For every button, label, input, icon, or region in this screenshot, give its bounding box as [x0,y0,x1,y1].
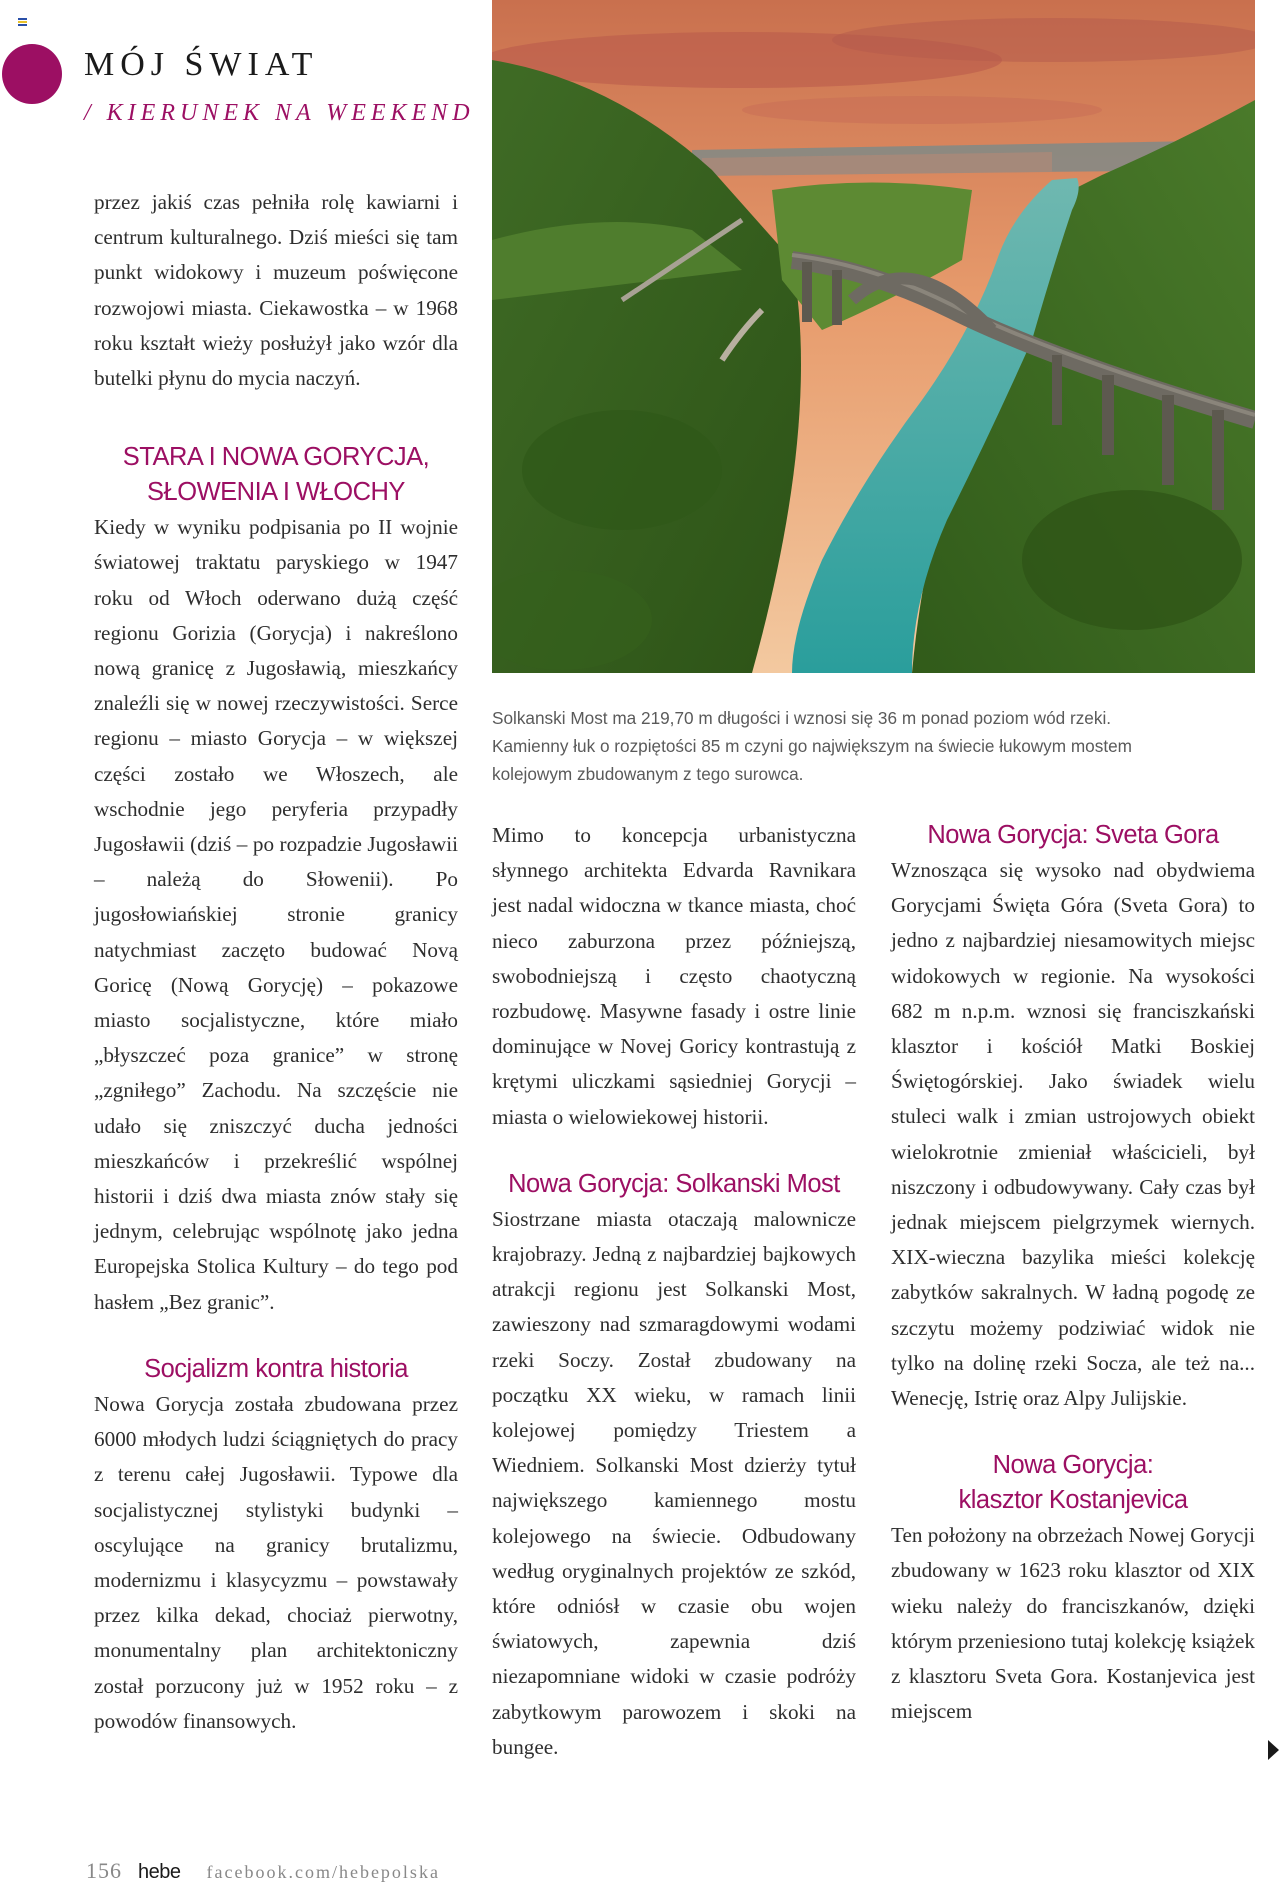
paragraph-solkanski-most: Siostrzane miasta otaczają malownicze krajobrazy. Jedną z najbardziej bajkowych atrakcji regionu jest Solkanski Most, zawieszony nad szmaragdowymi wodami rzeki Soczy. Został zbudowany na początku XX wieku, w ramach linii kolejowej pomiędzy Triestem a Wiedniem. Solkanski Most dzierży tytuł największego kamiennego mostu kolejowego na świecie. Odbudowany według oryginalnych projektów ze szkód, które odniósł w czasie obu wojen światowych, zapewnia dziś niezapomniane widoki w czasie podróży zabytkowym parowozem i skoki na bungee. [492,1206,856,1759]
heading-stara-i-nowa-gorycja: STARA I NOWA GORYCJA, SŁOWENIA I WŁOCHY [122,443,430,507]
text-column-3 [891,818,1255,1729]
page-footer [86,1858,440,1882]
section-subtitle: / KIERUNEK NA WEEKEND [84,100,475,126]
photo-solkan-bridge [492,0,1255,673]
photo-caption: Solkanski Most ma 219,70 m długości i wznosi się 36 m ponad poziom wód rzeki. Kamienny łuk o rozpiętości 85 m czyni go największym na świecie łukowym mostem kolejowym zbudowanym z tego surowca. [492,708,1132,784]
section-title: MÓJ ŚWIAT [84,46,319,83]
brand-logo: hebe [138,1861,181,1883]
paragraph-gorycja-history: Kiedy w wyniku podpisania po II wojnie światowej traktatu paryskiego w 1947 roku od Włoch oderwano dużą część regionu Gorizia (Gorycja) i nakreślono nową granicę z Jugosławią, mieszkańcy znaleźli się w nowej rzeczywistości. Serce regionu – miasto Gorycja – w większej części zostało we Włoszech, ale wschodnie jego peryferia przypadły Jugosławii (dziś – po rozpadzie Jugosławii – należą do Słowenii). Po jugosłowiańskiej stronie granicy natychmiast zaczęto budować Novą Goricę (Nową Gorycję) – pokazowe miasto socjalistyczne, które miało „błyszczeć poza granice” w stronę „zgniłego” Zachodu. Na szczęście nie udało się zniszczyć ducha jedności mieszkańców i przekreślić wspólnej historii i dziś dwa miasta znów stały się jednym, celebrując wspólnotę jako jedna Europejska Stolica Kultury – do tego pod hasłem „Bez granic”. [94,515,458,1314]
paragraph-ravnikar: Mimo to koncepcja urbanistyczna słynnego architekta Edvarda Ravnikara jest nadal widoczna w tkance miasta, choć nieco zaburzona przez późniejszą, swobodniejszą i często chaotyczną rozbudowę. Masywne fasady i ostre linie dominujące w Novej Goricy kontrastują z krętymi uliczkami sąsiedniej Gorycji – miasta o wielowiekowej historii. [492,823,856,1129]
page-number: 156 [86,1858,122,1883]
paragraph-socjalizm: Nowa Gorycja została zbudowana przez 6000 młodych ludzi ściągniętych do pracy z terenu całej Jugosławii. Typowe dla socjalistycznej stylistyki budynki – oscylujące na granicy brutalizmu, modernizmu i klasycyzmu – powstawały przez kilka dekad, chociaż pierwotny, monumentalny plan architektoniczny został porzucony już w 1952 roku – z powodów finansowych. [94,1391,458,1733]
heading-solkanski-most: Nowa Gorycja: Solkanski Most [508,1169,840,1198]
flag-icon [18,18,27,26]
intro-paragraph: przez jakiś czas pełniła rolę kawiarni i centrum kulturalnego. Dziś mieści się tam punkt widokowy i muzeum poświęcone rozwojowi miasta. Ciekawostka – w 1968 roku kształt wieży posłużył jako wzór dla butelki płynu do mycia naczyń. [94,190,458,391]
text-column-1 [94,185,458,1739]
heading-sveta-gora: Nowa Gorycja: Sveta Gora [927,821,1219,849]
text-column-2 [492,818,856,1765]
heading-socjalizm: Socjalizm kontra historia [144,1354,408,1383]
section-circle-marker [2,44,62,104]
facebook-link: facebook.com/hebepolska [206,1862,440,1882]
paragraph-kostanjevica: Ten położony na obrzeżach Nowej Gorycji zbudowany w 1623 roku klasztor od XIX wieku należy do franciszkanów, dzięki którym przeniesiono tutaj kolekcję książek z klasztoru Sveta Gora. Kostanjevica jest miejscem [891,1523,1255,1724]
heading-kostanjevica: Nowa Gorycja: klasztor Kostanjevica [958,1451,1188,1515]
continue-arrow-icon [1268,1740,1279,1760]
paragraph-sveta-gora: Wznosząca się wysoko nad obydwiema Gorycjami Święta Góra (Sveta Gora) to jedno z najbardziej niesamowitych miejsc widokowych w regionie. Na wysokości 682 m n.p.m. wznosi się franciszkański klasztor i kościół Matki Boskiej Świętogórskiej. Jako świadek wielu stuleci walk i zmian ustrojowych obiekt wielokrotnie zmieniał właścicieli, był niszczony i odbudowywany. Cały czas był jednak miejscem pielgrzymek wiernych. XIX-wieczna bazylika mieści kolekcję zabytków sakralnych. W ładną pogodę ze szczytu możemy podziwiać widok nie tylko na dolinę rzeki Socza, ale też na... Wenecję, Istrię oraz Alpy Julijskie. [891,858,1255,1411]
